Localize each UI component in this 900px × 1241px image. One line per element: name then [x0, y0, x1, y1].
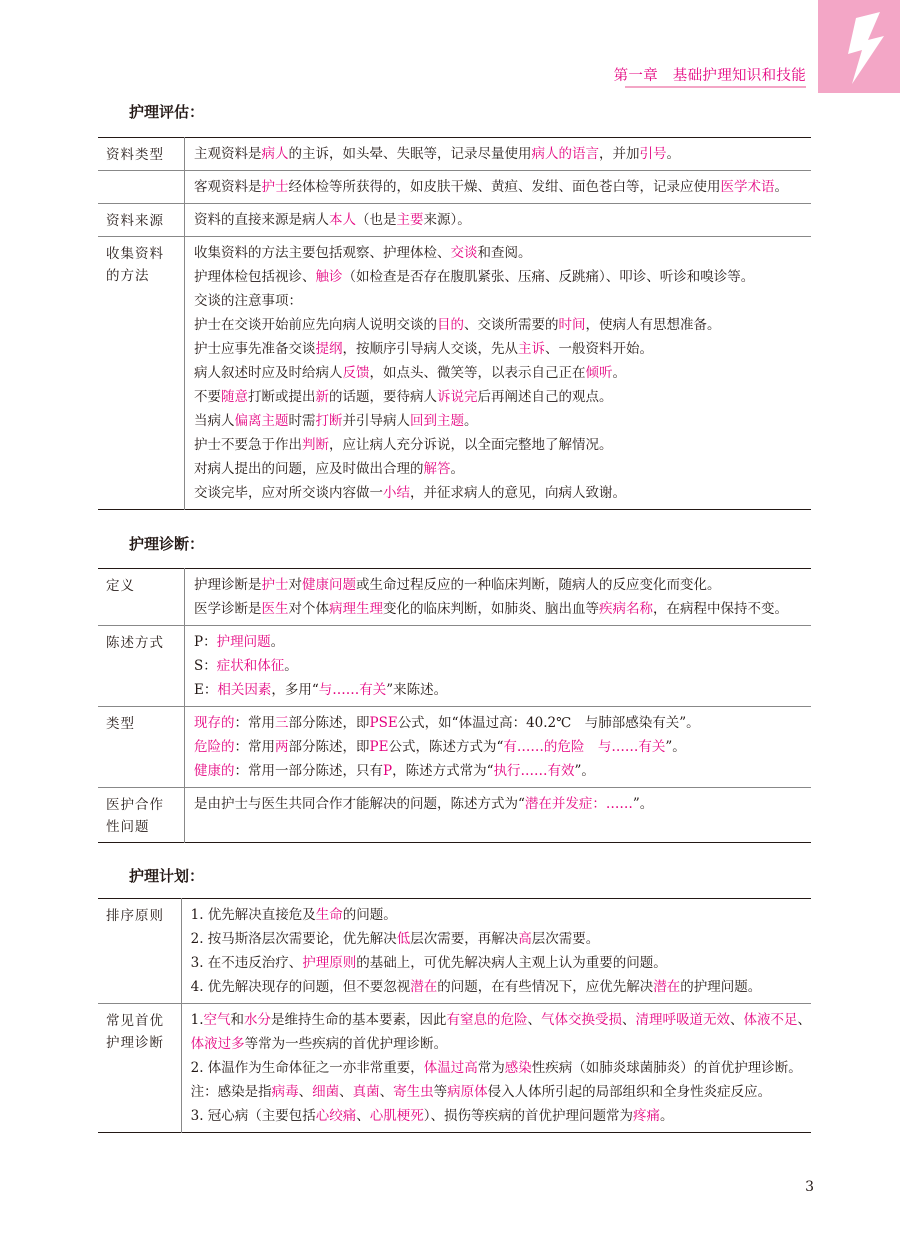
row-label: 常见首优护理诊断 [98, 1004, 181, 1133]
highlight-text: 高 [518, 931, 532, 947]
row-content [185, 569, 812, 626]
highlight-text: 潜在 [653, 979, 681, 995]
highlight-text: P [383, 763, 393, 779]
text-segment: 部分陈述，即 [288, 715, 370, 731]
highlight-text: 目的 [437, 317, 464, 333]
highlight-text: 引号 [639, 146, 667, 162]
text-segment: 经体检等所获得的，如皮肤干燥、黄疸、发绀、面色苍白等，记录应使用 [288, 179, 721, 195]
text-segment: 。 [450, 461, 464, 477]
text-segment: 等 [433, 1084, 448, 1100]
text-segment: 侵入人体所引起的局部组织和全身性炎症反应。 [487, 1084, 772, 1100]
text-segment: 等常为一些疾病的首优护理诊断。 [244, 1036, 448, 1052]
text-segment: 的问题。 [342, 907, 397, 923]
text-segment: ：常用 [234, 739, 275, 755]
text-segment: 交谈完毕，应对所交谈内容做一 [194, 485, 383, 501]
text-segment: 打断或提出 [248, 389, 316, 405]
row-label: 排序原则 [98, 899, 181, 1004]
highlight-text: 打断 [315, 413, 343, 429]
text-segment: 、 [298, 1084, 313, 1100]
text-segment: 性疾病（如肺炎球菌肺炎）的首优护理诊断。 [531, 1060, 802, 1076]
text-segment: ，多用“ [271, 682, 319, 698]
highlight-text: PSE [369, 715, 398, 731]
text-segment: 。 [774, 179, 788, 195]
text-line [194, 142, 811, 166]
text-segment: ，如点头、微笑等，以表示自己正在 [369, 365, 586, 381]
highlight-text: 有窒息的危险 [446, 1012, 528, 1028]
row-label: 类型 [98, 707, 185, 788]
text-segment: 主观资料是 [194, 146, 262, 162]
text-segment: ”。 [632, 796, 654, 812]
text-segment: 。 [284, 658, 298, 674]
highlight-text: 健康问题 [302, 577, 356, 593]
text-segment: 层次需要。 [531, 931, 600, 947]
text-segment: 护士应事先准备交谈 [194, 341, 316, 357]
plan-table [98, 898, 811, 1133]
corner-tab [818, 0, 900, 93]
text-segment: 对 [288, 577, 302, 593]
highlight-text: 与……有关 [318, 682, 387, 698]
row-label: 定义 [98, 569, 185, 626]
text-segment: 护理诊断是 [194, 577, 262, 593]
highlight-text: 潜在 [410, 979, 438, 995]
row-content [185, 138, 812, 171]
text-segment: ，在病程中保持不变。 [653, 601, 788, 617]
text-segment: 、 [622, 1012, 636, 1028]
row-label: 收集资料的方法 [98, 237, 185, 510]
row-content [181, 1004, 811, 1133]
highlight-text: 体液不足 [743, 1012, 798, 1028]
highlight-text: 三 [275, 715, 289, 731]
text-line [194, 208, 811, 232]
text-segment: 资料的直接来源是病人 [194, 212, 329, 228]
highlight-text: 医生 [261, 601, 289, 617]
highlight-text: 空气 [203, 1012, 231, 1028]
text-segment: 变化的临床判断，如肺炎、脑出血等 [383, 601, 599, 617]
text-segment: S： [194, 658, 217, 674]
row-label: 医护合作性问题 [98, 788, 185, 843]
row-label [98, 171, 185, 204]
row-content [185, 171, 812, 204]
text-segment: 收集资料的方法主要包括观察、护理体检、 [194, 245, 451, 261]
highlight-text: 低 [396, 931, 411, 947]
text-segment: 注：感染是指 [190, 1084, 272, 1100]
text-segment: 的主诉，如头晕、失眠等，记录尽量使用 [288, 146, 532, 162]
highlight-text: 新 [315, 389, 329, 405]
text-segment: 当病人 [194, 413, 235, 429]
row-content [185, 626, 812, 707]
text-segment: 医学诊断是 [194, 601, 262, 617]
text-segment: 病人叙述时应及时给病人 [194, 365, 343, 381]
highlight-text: 生命 [315, 907, 343, 923]
row-content [181, 899, 811, 1004]
text-segment: 和查阅。 [477, 245, 532, 261]
text-line [194, 175, 811, 199]
row-content [185, 204, 812, 237]
text-segment: 的护理问题。 [680, 979, 762, 995]
text-segment: 、一般资料开始。 [545, 341, 653, 357]
highlight-text: 寄生虫 [393, 1084, 434, 1100]
text-line [194, 711, 811, 735]
highlight-text: 执行……有效 [493, 763, 575, 779]
highlight-text: 医学术语 [720, 179, 775, 195]
text-segment: 不要 [194, 389, 221, 405]
text-line [191, 1056, 811, 1080]
highlight-text: 真菌 [352, 1084, 380, 1100]
text-line [194, 361, 811, 385]
row-content [185, 707, 812, 788]
row-label: 资料类型 [98, 138, 185, 171]
text-segment: 并引导病人 [342, 413, 410, 429]
text-segment: ，使病人有思想准备。 [585, 317, 721, 333]
highlight-text: 心绞痛 [315, 1108, 357, 1124]
highlight-text: 倾听 [585, 365, 613, 381]
text-line [194, 678, 811, 702]
text-segment: 2. 按马斯洛层次需要论，优先解决 [190, 931, 397, 947]
highlight-text: 本人 [329, 212, 356, 228]
row-label: 资料来源 [98, 204, 185, 237]
chapter-header: 第一章 基础护理知识和技能 [613, 68, 806, 84]
highlight-text: 体温过高 [423, 1060, 478, 1076]
text-line [191, 975, 811, 999]
text-segment: 对病人提出的问题，应及时做出合理的 [194, 461, 424, 477]
text-segment: （如检查是否存在腹肌紧张、压痛、反跳痛）、叩诊、听诊和嗅诊等。 [342, 269, 755, 285]
text-segment: 的问题，在有些情况下，应优先解决 [437, 979, 654, 995]
page-number: 3 [805, 1179, 814, 1195]
highlight-text: 症状和体征 [216, 658, 285, 674]
highlight-text: 病原体 [447, 1084, 488, 1100]
text-line [194, 759, 811, 783]
text-segment: 公式，如“体温过高：40.2℃ 与肺部感染有关”。 [397, 715, 700, 731]
highlight-text: 健康的 [194, 763, 235, 779]
highlight-text: PE [369, 739, 389, 755]
text-line [194, 265, 811, 289]
highlight-text: 判断 [302, 437, 329, 453]
text-segment: 交谈的注意事项： [194, 293, 302, 309]
text-segment: 3. 冠心病（主要包括 [190, 1108, 316, 1124]
diagnosis-table [98, 568, 811, 843]
text-segment: ，应让病人充分诉说，以全面完整地了解情况。 [329, 437, 613, 453]
text-segment: 的基础上，可优先解决病人主观上认为重要的问题。 [356, 955, 667, 971]
highlight-text: 心肌梗死 [369, 1108, 424, 1124]
text-segment: 是由护士与医生共同合作才能解决的问题，陈述方式为“ [194, 796, 525, 812]
highlight-text: 病理生理 [329, 601, 383, 617]
text-segment: 1. 优先解决直接危及 [190, 907, 316, 923]
text-segment: E： [194, 682, 218, 698]
row-content [185, 788, 812, 843]
assessment-table [98, 137, 811, 510]
text-line [194, 597, 811, 621]
text-line [191, 1008, 811, 1032]
text-segment: 和 [230, 1012, 244, 1028]
text-segment: 来源）。 [423, 212, 471, 228]
highlight-text: 护理问题 [216, 634, 271, 650]
header-rule [625, 86, 806, 88]
text-line [194, 337, 811, 361]
highlight-text: 护士 [261, 577, 289, 593]
text-segment: 的话题，要待病人 [329, 389, 437, 405]
highlight-text: 相关因素 [217, 682, 272, 698]
text-line [191, 951, 811, 975]
text-line [194, 573, 811, 597]
highlight-text: 时间 [558, 317, 586, 333]
text-segment: 公式，陈述方式为“ [388, 739, 504, 755]
highlight-text: 提纲 [315, 341, 343, 357]
highlight-text: 两 [275, 739, 289, 755]
highlight-text: 偏离主题 [234, 413, 289, 429]
highlight-text: 交谈 [450, 245, 478, 261]
text-segment: 时需 [288, 413, 316, 429]
row-content [185, 237, 812, 510]
text-segment: 、 [379, 1084, 394, 1100]
text-segment: 、 [339, 1084, 353, 1100]
text-segment: ”。 [665, 739, 686, 755]
highlight-text: 诉说完 [437, 389, 478, 405]
highlight-text: 潜在并发症：…… [524, 796, 633, 812]
text-line [194, 654, 811, 678]
text-segment: 、 [527, 1012, 541, 1028]
section-title-diagnosis: 护理诊断： [129, 535, 205, 553]
text-line [194, 457, 811, 481]
text-segment: （也是 [356, 212, 397, 228]
text-segment: ，按顺序引导病人交谈，先从 [342, 341, 518, 357]
text-segment: 、交谈所需要的 [464, 317, 559, 333]
text-segment: 或生命过程反应的一种临床判断，随病人的反应变化而变化。 [356, 577, 721, 593]
highlight-text: 主要 [396, 212, 424, 228]
text-segment: 。 [660, 1108, 674, 1124]
highlight-text: 感染 [504, 1060, 532, 1076]
highlight-text: 解答 [423, 461, 451, 477]
text-segment: 护士在交谈开始前应先向病人说明交谈的 [194, 317, 437, 333]
highlight-text: 现存的 [194, 715, 235, 731]
text-segment: 护士不要急于作出 [194, 437, 302, 453]
highlight-text: 气体交换受损 [541, 1012, 622, 1028]
text-segment: 3. 在不违反治疗、 [190, 955, 303, 971]
text-segment: 、 [356, 1108, 370, 1124]
text-segment: ，并加 [599, 146, 640, 162]
text-line [191, 927, 811, 951]
highlight-text: 疼痛 [633, 1108, 661, 1124]
highlight-text: 有……的危险 与……有关 [503, 739, 666, 755]
text-segment: ：常用 [234, 715, 275, 731]
text-segment: 。 [464, 413, 478, 429]
text-line [191, 1032, 811, 1056]
highlight-text: 细菌 [312, 1084, 340, 1100]
highlight-text: 病人 [261, 146, 289, 162]
text-segment: 是维持生命的基本要素，因此 [271, 1012, 447, 1028]
highlight-text: 反馈 [342, 365, 370, 381]
text-segment: 常为 [477, 1060, 505, 1076]
highlight-text: 病毒 [271, 1084, 299, 1100]
text-line [194, 735, 811, 759]
highlight-text: 随意 [221, 389, 248, 405]
text-segment: 客观资料是 [194, 179, 262, 195]
highlight-text: 护士 [261, 179, 289, 195]
lightning-bolt-icon [818, 0, 900, 93]
text-segment: 4. 优先解决现存的问题，但不要忽视 [190, 979, 411, 995]
text-segment: ，并征求病人的意见，向病人致谢。 [410, 485, 626, 501]
text-segment: ：常用一部分陈述，只有 [234, 763, 383, 779]
text-line [194, 792, 811, 816]
text-line [194, 241, 811, 265]
text-segment: P： [194, 634, 217, 650]
highlight-text: 主诉 [518, 341, 545, 357]
section-title-plan: 护理计划： [129, 867, 205, 885]
text-line [194, 289, 811, 313]
section-title-assessment: 护理评估： [129, 103, 205, 121]
highlight-text: 危险的 [194, 739, 235, 755]
text-segment: ”来陈述。 [386, 682, 448, 698]
text-segment: 1. [190, 1012, 204, 1028]
text-segment: ，陈述方式常为“ [392, 763, 494, 779]
highlight-text: 护理原则 [302, 955, 357, 971]
text-line [194, 433, 811, 457]
text-segment: 后再阐述自己的观点。 [477, 389, 613, 405]
text-segment: 。 [666, 146, 680, 162]
highlight-text: 水分 [244, 1012, 271, 1028]
highlight-text: 清理呼吸道无效 [635, 1012, 730, 1028]
text-segment: 。 [612, 365, 626, 381]
text-line [191, 1080, 811, 1104]
text-segment: 。 [270, 634, 285, 650]
text-segment: 、 [730, 1012, 744, 1028]
text-line [191, 1104, 811, 1128]
text-segment: 、 [797, 1012, 811, 1028]
highlight-text: 病人的语言 [531, 146, 599, 162]
text-segment: ”。 [574, 763, 595, 779]
text-segment: ）、损伤等疾病的首优护理问题常为 [423, 1108, 634, 1124]
highlight-text: 小结 [383, 485, 410, 501]
highlight-text: 触诊 [315, 269, 343, 285]
text-segment: 部分陈述，即 [288, 739, 370, 755]
text-line [191, 903, 811, 927]
row-label: 陈述方式 [98, 626, 185, 707]
highlight-text: 疾病名称 [599, 601, 653, 617]
text-line [194, 409, 811, 433]
text-line [194, 630, 811, 654]
highlight-text: 回到主题 [410, 413, 464, 429]
text-line [194, 385, 811, 409]
text-line [194, 313, 811, 337]
text-segment: 护理体检包括视诊、 [194, 269, 316, 285]
text-line [194, 481, 811, 505]
text-segment: 层次需要，再解决 [410, 931, 519, 947]
highlight-text: 体液过多 [190, 1036, 245, 1052]
text-segment: 2. 体温作为生命体征之一亦非常重要， [190, 1060, 424, 1076]
text-segment: 对个体 [288, 601, 329, 617]
